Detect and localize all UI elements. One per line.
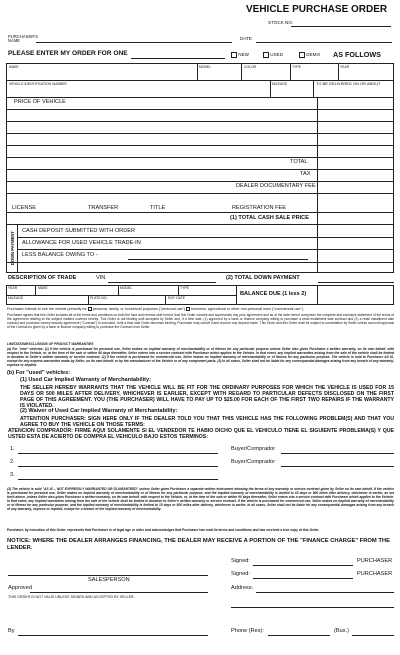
- demo-label: DEMO: [306, 52, 321, 58]
- trade-make-header: MAKE: [38, 286, 48, 290]
- approved-line[interactable]: [30, 592, 208, 593]
- new-vehicle-warranty: (a) For "new" vehicles: (1) If the vehicle is purchased for personal use, Seller makes no implied warranty of merchantability or of fitness for any particular purpose unless Seller also gives Purchaser a written warranty, on its own behalf, with respect to the Vehicle, or, at the time of the sale or within 90 days thereafter, Seller enters into a service contract with Purchaser which applies to the Vehicle. In that event, any implied warranties arising from the sale of the vehicle shall be limited in duration to Seller's written warranty or service contract; (2) If the vehicle is purchased for commercial use, Seller makes no implied warranty of merchantability or of fitness for any particular purpose. The vehicle is sold to Purchaser AS IS, except for any express warranties made by Seller, on its own behalf, or by the manufacturer of the Vehicle or of any component parts. (3) In all cases, Seller shall not be liable for any consequential damages arising from any breach of any warranty, express or implied.: [7, 346, 394, 367]
- year-header: YEAR: [340, 65, 350, 69]
- trade-type-header: TYPE: [180, 286, 189, 290]
- phone-res-label: Phone (Res):: [231, 628, 264, 634]
- by-line[interactable]: [18, 635, 208, 636]
- as-is-paragraph: (3) The vehicle is sold "AS IS -- NOT EXPRESSLY WARRANTED OR GUARANTEED" unless Seller gives Purchaser a separate written instrument showing the terms of any warranty or service contract given by Seller on its own behalf. If the vehicle is purchased for personal use, Seller makes no implied warranty of merchantability or of fitness for any particular purpose, and the implied warranty of merchantability is limited to 15 days or 500 miles after delivery, whichever is earlier, as set forth above, unless Seller also gives Purchaser a written warranty, on its own behalf, with respect to the Vehicle, or, at the time of the sale or within 90 days thereafter, Seller enters into a service contract with Purchaser which applies to the Vehicle. In that event, any implied warranties arising from the sale of the vehicle shall be limited in duration to Seller's written warranty or service contract. If the vehicle is purchased for commercial use, Seller makes no implied warranty of merchantability or of fitness for any particular purpose, and the implied warranty of merchantability is limited to 15 days or 500 miles after delivery, whichever is earlier. In all cases, Seller shall not be liable for any consequential damages arising from any breach of any warranty, express or implied, except for a breach of the implied warranty of merchantability.: [7, 487, 394, 512]
- problem-number: 3.: [10, 472, 15, 478]
- description-of-trade-label: DESCRIPTION OF TRADE: [8, 275, 77, 281]
- vehicle-row2-bottom: [6, 97, 394, 98]
- down-payment-line[interactable]: [17, 237, 394, 238]
- vehicle-col-divider: [313, 80, 314, 97]
- vehicle-col-divider: [290, 63, 291, 80]
- not-valid-notice: THIS ORDER IS NOT VALID UNLESS SIGNED AND ACCEPTED BY SELLER.: [8, 595, 135, 599]
- doc-fee-row-line: [6, 193, 394, 194]
- vehicle-col-divider: [197, 63, 198, 80]
- dealer-doc-fee-label: DEALER DOCUMENTARY FEE: [236, 183, 316, 189]
- total-down-payment-label: (2) TOTAL DOWN PAYMENT: [226, 275, 300, 281]
- address-line[interactable]: [231, 607, 394, 608]
- implied-warranty-heading: (1) Used Car Implied Warranty of Merchantability:: [20, 377, 151, 383]
- trade-mileage-header: MILEAGE: [8, 296, 24, 300]
- title-label: TITLE: [150, 205, 166, 211]
- date-line[interactable]: [256, 42, 392, 43]
- trade-plate-header: PLATE NO.: [90, 296, 108, 300]
- delivery-header: TO BE DELIVERED ON OR ABOUT: [316, 81, 381, 86]
- trade-col-divider: [178, 285, 179, 295]
- vehicle-col-divider: [338, 63, 339, 80]
- vin-header: VEHICLE IDENTIFICATION NUMBER: [9, 82, 67, 86]
- phone-bus-label: (Bus.): [334, 628, 349, 634]
- price-line[interactable]: [6, 145, 394, 146]
- trade-col-divider: [35, 285, 36, 295]
- purchaser-signature-line[interactable]: [253, 565, 353, 566]
- new-label: NEW: [238, 52, 249, 58]
- total-down-payment-line[interactable]: [318, 282, 394, 283]
- type-header: TYPE: [292, 65, 301, 69]
- intent-text: Purchaser intends to use the vehicle primarily for: [7, 307, 87, 311]
- balance-owing-line[interactable]: [128, 259, 308, 260]
- approved-label: Approved: [8, 585, 32, 591]
- personal-use-label: personal, family, or household purposes ("personal use"): [92, 307, 186, 311]
- salesperson-label: SALESPERSON: [88, 577, 130, 583]
- commercial-use-label: business, agricultural or other non-personal uses ("commercial use").: [191, 307, 304, 311]
- buyer-signature-line[interactable]: [281, 453, 394, 454]
- trade-vin-label: VIN: [96, 275, 106, 281]
- form-title: VEHICLE PURCHASE ORDER: [246, 4, 388, 15]
- problem-line[interactable]: [18, 479, 218, 480]
- down-payment-side-label: DOWN PAYMENT: [9, 231, 15, 266]
- waiver-heading: (2) Waiver of Used Car Implied Warranty of Merchantability:: [20, 408, 178, 414]
- price-of-vehicle-label: PRICE OF VEHICLE: [14, 99, 66, 105]
- vehicle-col-divider: [270, 80, 271, 97]
- tax-row-line: [6, 181, 394, 182]
- trade-col-divider: [118, 285, 119, 295]
- amount-column-divider: [317, 97, 318, 225]
- commercial-use-checkbox[interactable]: [186, 307, 190, 311]
- purchaser-signature-line[interactable]: [253, 578, 353, 579]
- trade-col-divider: [236, 285, 237, 305]
- transfer-label: TRANSFER: [88, 205, 119, 211]
- buyer-signature-line[interactable]: [281, 466, 394, 467]
- cash-deposit-label: CASH DEPOSIT SUBMITTED WITH ORDER: [22, 228, 136, 234]
- balance-due-label: BALANCE DUE (1 less 2): [240, 291, 307, 297]
- vehicle-table: [6, 63, 394, 225]
- trade-col-divider: [165, 295, 166, 305]
- used-checkbox[interactable]: [263, 52, 269, 58]
- attention-purchaser: ATTENTION PURCHASER: SIGN HERE ONLY IF THE DEALER TOLD YOU THAT THIS VEHICLE HAS THE FOLLOWING PROBLEM(S) AND THAT YOU AGREE TO BUY THE VEHICLE ON THOSE TERMS:: [20, 416, 394, 428]
- use-intent: [7, 307, 395, 312]
- date-label: DATE: [240, 36, 252, 41]
- used-option[interactable]: [263, 52, 283, 58]
- used-label: USED: [270, 52, 284, 58]
- purchaser-label: PURCHASER: [357, 558, 393, 564]
- purchaser-label: PURCHASER: [357, 571, 393, 577]
- salesperson-line[interactable]: [8, 575, 208, 576]
- order-line[interactable]: [131, 58, 225, 59]
- by-label: By: [8, 628, 15, 634]
- execution-paragraph: Purchaser, by execution of this Order, represents that Purchaser is of legal age or older and acknowledges that Purchaser has read its terms and conditions and has received a true copy of this Order.: [7, 528, 320, 532]
- trade-row-divider: [6, 295, 236, 296]
- price-line[interactable]: [6, 121, 394, 122]
- signed-label: Signed:: [231, 558, 250, 564]
- purchasers-name-line[interactable]: [36, 42, 232, 43]
- make-header: MAKE: [9, 65, 19, 69]
- phone-res-line[interactable]: [268, 635, 330, 636]
- price-line[interactable]: [6, 133, 394, 134]
- tax-label: TAX: [300, 171, 311, 177]
- license-label: LICENSE: [12, 205, 36, 211]
- model-header: MODEL: [199, 65, 212, 69]
- used-vehicles-heading: (b) For "used" vehicles:: [7, 370, 71, 376]
- problem-line[interactable]: [18, 453, 218, 454]
- color-header: COLOR: [244, 65, 257, 69]
- address-label: Address:: [231, 585, 254, 591]
- agreement-paragraph: Purchaser agrees that this Order includes all of the terms and conditions on both the face and reverse side hereof, that this Order cancels and supersedes any prior agreement and as of the date hereof comprises the complete and exclusive statement of the terms of the agreement relating to the subject matters covered hereby. This Order is not binding until accepted by Seller and, if a time sale, (1) approved by a bank or finance company willing to purchase a retail installment sale contract and (2) a retail installment sale contract and purchase money security agreement ("Contract") is executed. Until a time sale Order becomes binding, Purchaser may cancel it and recover any deposit made. This Order and this Order shall be subject to cancellation by Seller unless and until approval of the Contract is given by a bank or finance company willing to purchase the Contract from Seller.: [7, 313, 394, 330]
- atencion-comprador: ATENCION COMPRADOR: FIRME AQUI SOLAMENTE SI EL VENDEDOR TE HABIO DICHO QUE EL VEHICULO TIENE EL SIGUIENTE PROBLEMA(S) Y QUE USTED ESTA DE ACIERTO DE COMPRA EL VEHICULO BAJO ESTOS TERMINOS:: [8, 428, 394, 440]
- demo-option[interactable]: [299, 52, 320, 58]
- trade-in-allowance-label: ALLOWANCE FOR USED VEHICLE TRADE-IN: [22, 240, 141, 246]
- down-payment-bottom: [6, 262, 394, 263]
- problem-number: 1.: [10, 446, 15, 452]
- address-line[interactable]: [256, 592, 394, 593]
- purchasers-name-label: PURCHASER'S NAME: [8, 34, 38, 43]
- order-prompt: PLEASE ENTER MY ORDER FOR ONE: [8, 50, 128, 57]
- balance-owing-label: LESS BALANCE OWING TO -: [22, 252, 98, 258]
- stock-no-label: STOCK NO.: [268, 20, 294, 25]
- total-row-line: [6, 169, 394, 170]
- registration-fee-label: REGISTRATION FEE: [232, 205, 286, 211]
- financing-notice: NOTICE: WHERE THE DEALER ARRANGES FINANCING, THE DEALER MAY RECEIVE A PORTION OF THE "FINANCE CHARGE" FROM THE LENDER.: [7, 538, 390, 551]
- implied-warranty-text: THE SELLER HEREBY WARRANTS THAT THE VEHICLE WILL BE FIT FOR THE ORDINARY PURPOSES FOR WHICH THE VEHICLE IS USED FOR 15 DAYS OR 500 MILES AFTER DELIVERY, WHICHEVER IS EARLIER, EXCEPT WITH REGARD TO PARTICULAR DEFECTS DISCLOSED ON THE FIRST PAGE OF THIS AGREEMENT. YOU (THE PURCHASER) WILL HAVE TO PAY UP TO $25.00 FOR EACH OF THE FIRST TWO REPAIRS IF THE WARRANTY IS VIOLATED.: [20, 385, 394, 409]
- total-label: TOTAL: [290, 159, 308, 165]
- price-line[interactable]: [6, 157, 394, 158]
- registration-row-line: [6, 212, 394, 213]
- price-line[interactable]: [6, 109, 394, 110]
- new-checkbox[interactable]: [231, 52, 237, 58]
- phone-bus-line[interactable]: [352, 635, 394, 636]
- trade-model-header: MODEL: [120, 286, 133, 290]
- warranty-heading: LIMITATION/EXCLUSIONS OF PRODUCT WARRANTIES: [7, 342, 94, 346]
- buyer-comprador-label: Buyer/Comprador: [231, 446, 276, 452]
- trade-year-header: YEAR: [8, 286, 18, 290]
- problem-number: 2.: [10, 459, 15, 465]
- buyer-comprador-label: Buyer/Comprador: [231, 459, 276, 465]
- total-cash-sale-price-label: (1) TOTAL CASH SALE PRICE: [230, 215, 309, 221]
- amount-column-divider: [317, 285, 318, 305]
- mileage-header: MILEAGE: [272, 82, 288, 86]
- trade-exp-date-header: EXP. DATE: [168, 296, 186, 300]
- vehicle-col-divider: [241, 63, 242, 80]
- trade-vin-line[interactable]: [108, 282, 216, 283]
- stock-no-line[interactable]: [291, 26, 391, 27]
- problem-line[interactable]: [18, 466, 218, 467]
- new-option[interactable]: [231, 52, 249, 58]
- personal-use-checkbox[interactable]: [88, 307, 92, 311]
- as-follows-label: AS FOLLOWS: [333, 50, 381, 59]
- down-payment-line[interactable]: [17, 249, 394, 250]
- trade-col-divider: [88, 295, 89, 305]
- signed-label: Signed:: [231, 571, 250, 577]
- demo-checkbox[interactable]: [299, 52, 305, 58]
